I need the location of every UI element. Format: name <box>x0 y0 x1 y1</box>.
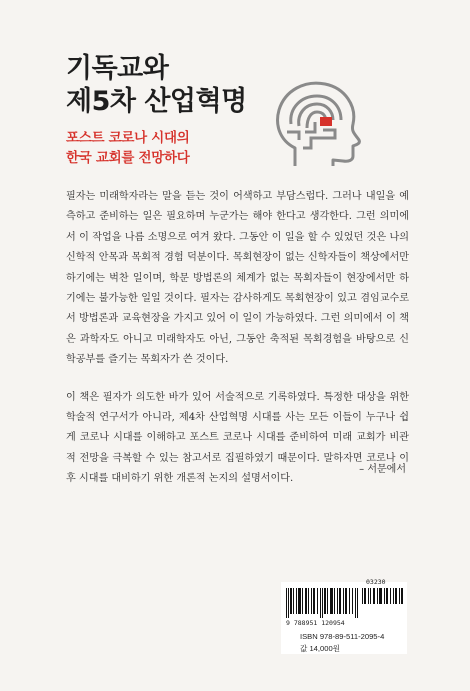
preface-excerpt <box>66 187 409 490</box>
book-title <box>66 52 247 118</box>
barcode-addon-bars <box>362 588 404 604</box>
book-title-line-1: 기독교와 <box>66 53 169 84</box>
barcode-bars <box>286 588 358 618</box>
isbn-label: ISBN 978-89-511-2095-4 <box>300 632 385 641</box>
preface-paragraph-1: 필자는 미래학자라는 말을 듣는 것이 어색하고 부담스럽다. 그러나 내일을 예측하고 준비하는 일은 필요하며 누군가는 해야 한다고 생각한다. 그런 의미에서 이 작업을 나름 소명으로 여겨 왔다. 그동안 이 일을 할 수 있었던 것은 나의 신학적 안목과 목회적 경험 덕분이다. 목회현장이 없는 신학자들이 책상에서만 하기에는 벅찬 일이며, 학문 방법론의 체계가 없는 목회자들이 현장에서만 하기에는 불가능한 일일 것이다. 필자는 감사하게도 목회현장이 있고 겸임교수로서 방법론과 교육현장을 가지고 있어 이 일이 가능하였다. 그런 의미에서 이 책은 과학자도 아니고 미래학자도 아닌, 그동안 축적된 목회경험을 바탕으로 신학공부를 즐기는 목회자가 쓴 것이다. <box>66 191 409 366</box>
preface-paragraph-2: 이 책은 필자가 의도한 바가 있어 서술적으로 기록하였다. 특정한 대상을 위한 학술적 연구서가 아니라, 제4차 산업혁명 시대를 사는 모든 이들이 누구나 쉽게 코로나 시대를 이해하고 포스트 코로나 시대를 준비하여 미래 교회가 비관적 전망을 극복할 수 있는 참고서로 집필하였기 때문이다. 말하자면 코로나 이후 시대를 대비하기 위한 개론적 논지의 설명서이다. <box>66 391 409 485</box>
preface-source: – 서문에서 <box>359 464 406 475</box>
book-subtitle <box>66 128 189 168</box>
book-subtitle-line-2: 한국 교회를 전망하다 <box>66 150 190 166</box>
barcode-addon-number: 03230 <box>366 578 386 586</box>
book-title-line-2: 제5차 산업혁명 <box>66 86 247 117</box>
barcode-number: 9 788951 120954 <box>286 619 345 627</box>
price-label: 값 14,000원 <box>300 644 341 653</box>
head-maze-emblem-icon <box>265 74 365 174</box>
book-subtitle-line-1: 포스트 코로나 시대의 <box>66 130 190 146</box>
